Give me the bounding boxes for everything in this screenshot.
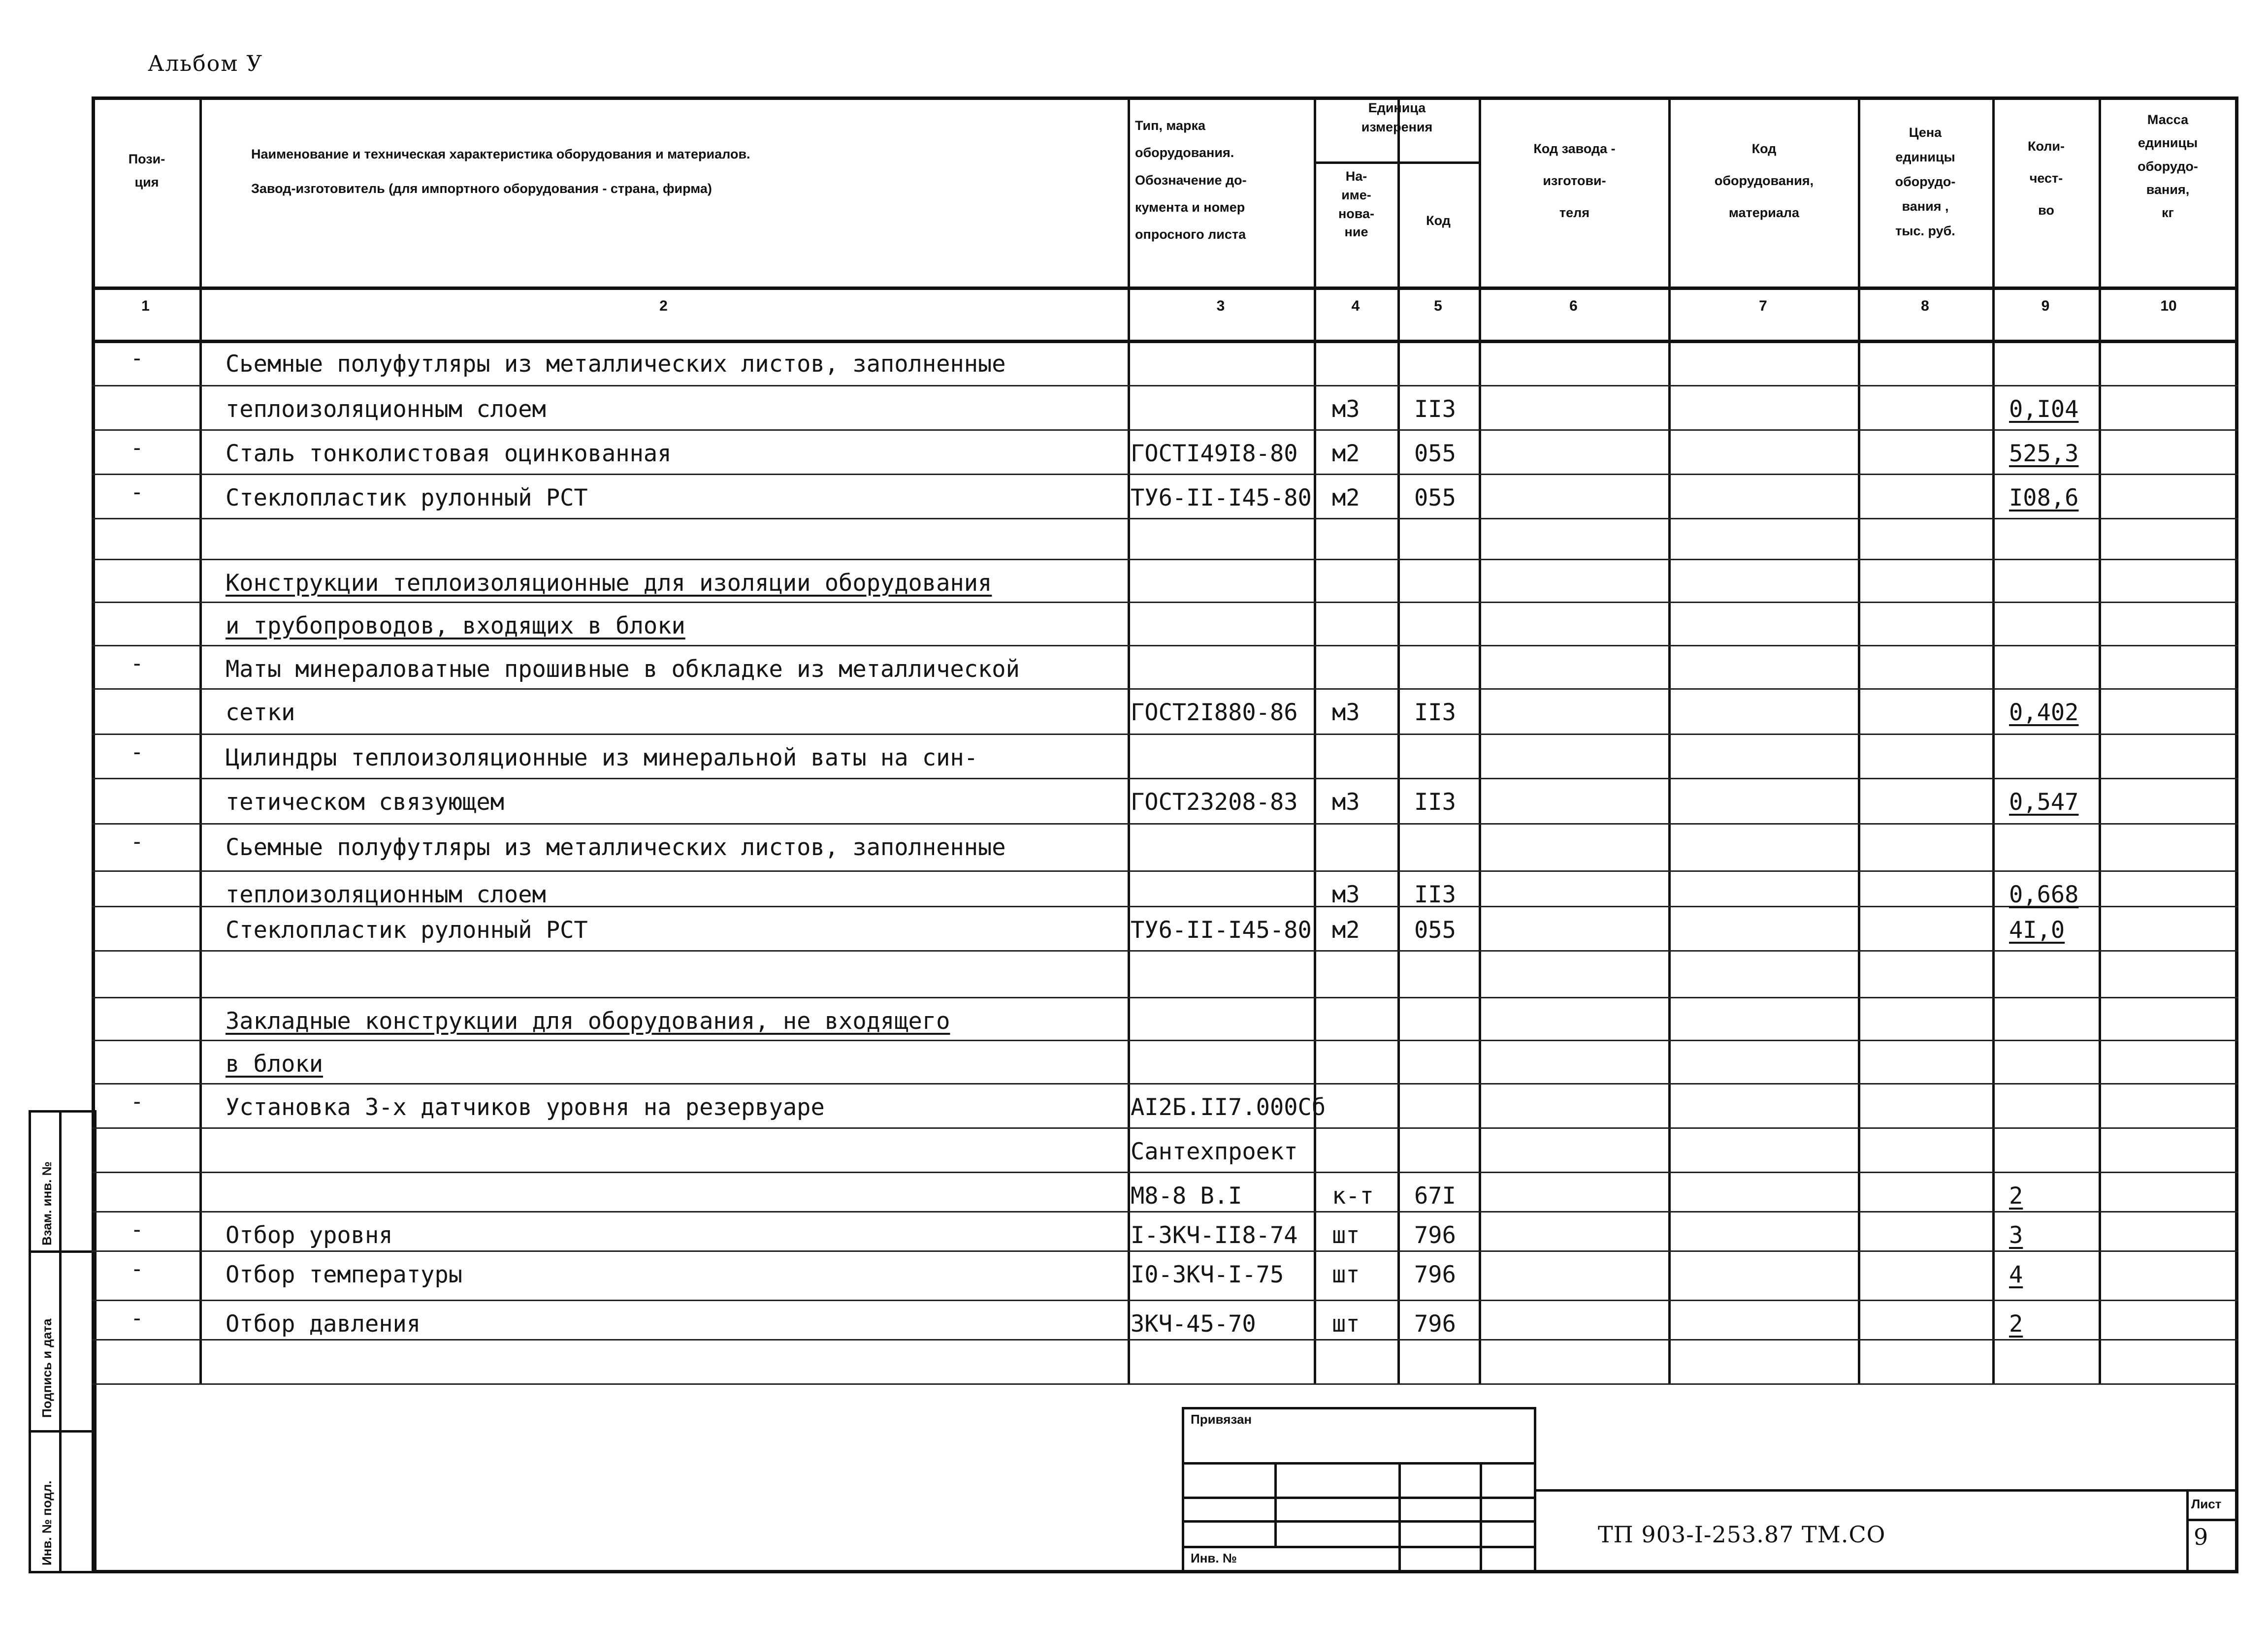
unit-code-cell: II3	[1414, 396, 1456, 423]
column-number: 10	[2160, 298, 2177, 314]
unit-code-cell: 055	[1414, 917, 1456, 944]
column-number: 9	[2041, 298, 2050, 314]
binding-stamp	[1182, 1407, 1536, 1573]
stamp-line	[1182, 1497, 1536, 1499]
name-cell: Закладные конструкции для оборудования, не входящего	[226, 1008, 950, 1035]
quantity-cell: I08,6	[2009, 484, 2079, 511]
name-cell: Сьемные полуфутляры из металлических листов, заполненные	[226, 834, 1006, 861]
header-factory-code: Код завода - изготови- теля	[1533, 141, 1616, 220]
unit-code-cell: 055	[1414, 484, 1456, 511]
stamp-divider	[1480, 1462, 1482, 1573]
type-cell: ГОСТI49I8-80	[1131, 440, 1298, 467]
position-cell: -	[130, 651, 144, 676]
type-cell: 3КЧ-45-70	[1131, 1310, 1256, 1338]
stamp-line	[1182, 1462, 1536, 1465]
type-cell: ГОСТ2I880-86	[1131, 699, 1298, 726]
unit-cell: шт	[1332, 1222, 1360, 1249]
name-cell: теплоизоляционным слоем	[226, 881, 546, 908]
name-cell: Установка 3-х датчиков уровня на резервуаре	[226, 1094, 825, 1121]
position-cell: -	[130, 739, 144, 765]
column-number: 2	[659, 298, 668, 314]
stamp-divider	[1274, 1462, 1277, 1546]
name-cell: Сьемные полуфутляры из металлических листов, заполненные	[226, 351, 1006, 378]
header-price: Цена единицы оборудо- вания , тыс. руб.	[1895, 125, 1956, 238]
header-name: Наименование и техническая характеристика оборудования и материалов. Завод-изготовитель (для импортного оборудования - страна, фирма)	[251, 147, 750, 196]
name-cell: Стеклопластик рулонный РСТ	[226, 917, 588, 944]
unit-cell: м3	[1332, 396, 1360, 423]
quantity-cell: 4I,0	[2009, 917, 2065, 944]
number-row-line	[92, 340, 2238, 343]
inv-podl-label: Инв. № подл.	[39, 1480, 54, 1565]
name-cell: Сталь тонколистовая оцинкованная	[226, 440, 672, 467]
name-cell: Отбор температуры	[226, 1261, 463, 1288]
quantity-cell: 0,I04	[2009, 396, 2079, 423]
type-cell: ТУ6-II-I45-80	[1131, 484, 1312, 511]
header-position: Пози- ция	[128, 152, 165, 190]
column-number: 4	[1351, 298, 1360, 314]
row-line	[92, 688, 2238, 690]
sheet-number: 9	[2194, 1524, 2209, 1550]
unit-cell: к-т	[1332, 1182, 1374, 1210]
sheet-divider	[2186, 1489, 2189, 1573]
row-line	[92, 823, 2238, 825]
row-line	[92, 645, 2238, 646]
name-cell: Стеклопластик рулонный РСТ	[226, 484, 588, 511]
row-line	[92, 1127, 2238, 1129]
vzam-inv-label: Взам. инв. №	[39, 1161, 54, 1245]
name-cell: тетическом связующем	[226, 789, 504, 816]
column-number: 8	[1921, 298, 1929, 314]
side-stamp-line	[29, 1430, 97, 1433]
unit-code-cell: 67I	[1414, 1182, 1456, 1210]
unit-cell: м3	[1332, 789, 1360, 816]
name-cell: сетки	[226, 699, 295, 726]
row-line	[92, 474, 2238, 475]
unit-code-cell: 796	[1414, 1261, 1456, 1288]
column-line	[1397, 162, 1400, 1383]
header-unit-code: Код	[1426, 213, 1451, 228]
header-unit-group: Единица измерения	[1361, 100, 1433, 135]
unit-header-line	[1314, 161, 1479, 164]
document-code: ТП 903-I-253.87 ТМ.СО	[1598, 1521, 1886, 1548]
row-line	[92, 997, 2238, 998]
row-line	[92, 559, 2238, 560]
title-block-line	[1536, 1489, 2238, 1492]
row-line	[92, 950, 2238, 952]
row-line	[92, 602, 2238, 603]
column-number: 3	[1216, 298, 1225, 314]
unit-code-cell: II3	[1414, 699, 1456, 726]
header-mass: Масса единицы оборудо- вания, кг	[2138, 112, 2198, 220]
header-unit-name: На- име- нова- ние	[1338, 169, 1375, 240]
quantity-cell: 3	[2009, 1222, 2023, 1249]
unit-cell: шт	[1332, 1261, 1360, 1288]
unit-code-cell: 796	[1414, 1310, 1456, 1338]
column-number: 7	[1759, 298, 1767, 314]
sheet-line	[2186, 1519, 2238, 1521]
row-line	[92, 1040, 2238, 1041]
type-cell: I-3КЧ-II8-74	[1131, 1222, 1298, 1249]
inv-number-label: Инв. №	[1191, 1551, 1237, 1565]
row-line	[92, 429, 2238, 431]
column-number: 5	[1434, 298, 1442, 314]
column-number: 6	[1569, 298, 1578, 314]
row-line	[92, 385, 2238, 386]
row-line	[92, 870, 2238, 872]
row-line	[92, 1383, 2238, 1385]
unit-code-cell: II3	[1414, 789, 1456, 816]
header-type: Тип, марка оборудования. Обозначение до- кумента и номер опросного листа	[1135, 118, 1247, 242]
position-cell: -	[130, 479, 144, 505]
unit-cell: м2	[1332, 917, 1360, 944]
unit-code-cell: 796	[1414, 1222, 1456, 1249]
side-stamp-line	[29, 1250, 97, 1253]
row-line	[92, 1172, 2238, 1173]
name-cell: Маты минераловатные прошивные в обкладке из металлической	[226, 656, 1020, 683]
quantity-cell: 0,402	[2009, 699, 2079, 726]
side-stamp-frame	[29, 1110, 97, 1573]
position-cell: -	[130, 1256, 144, 1281]
type-cell: AI2Б.II7.000Cб	[1131, 1094, 1326, 1121]
name-cell: Отбор уровня	[226, 1222, 393, 1249]
row-line	[92, 1300, 2238, 1301]
unit-cell: м3	[1332, 881, 1360, 908]
unit-code-cell: 055	[1414, 440, 1456, 467]
type-cell: М8-8 В.I	[1131, 1182, 1242, 1210]
position-cell: -	[130, 1217, 144, 1242]
row-line	[92, 518, 2238, 519]
privyazan-label: Привязан	[1191, 1412, 1252, 1427]
stamp-divider	[1398, 1462, 1401, 1573]
position-cell: -	[130, 346, 144, 371]
type-cell: I0-3КЧ-I-75	[1131, 1261, 1284, 1288]
row-line	[92, 778, 2238, 779]
quantity-cell: 2	[2009, 1310, 2023, 1338]
type-cell: ГОСТ23208-83	[1131, 789, 1298, 816]
unit-cell: шт	[1332, 1310, 1360, 1338]
name-cell: и трубопроводов, входящих в блоки	[226, 612, 685, 639]
side-stamp-divider	[59, 1110, 62, 1573]
quantity-cell: 0,547	[2009, 789, 2079, 816]
row-line	[92, 1211, 2238, 1213]
stamp-line	[1182, 1546, 1536, 1548]
podpis-data-label: Подпись и дата	[39, 1318, 54, 1418]
unit-cell: м2	[1332, 484, 1360, 511]
header-bottom-line	[92, 287, 2238, 290]
position-cell: -	[130, 1306, 144, 1331]
position-cell: -	[130, 435, 144, 460]
quantity-cell: 4	[2009, 1261, 2023, 1288]
name-cell: Конструкции теплоизоляционные для изоляции оборудования	[226, 570, 992, 597]
position-cell: -	[130, 1089, 144, 1114]
header-quantity: Коли- чест- во	[2027, 139, 2065, 218]
position-cell: -	[130, 829, 144, 854]
sheet-label: Лист	[2191, 1497, 2222, 1511]
header-equipment-code: Код оборудования, материала	[1714, 141, 1814, 220]
row-line	[92, 734, 2238, 735]
unit-cell: м3	[1332, 699, 1360, 726]
column-number: 1	[141, 298, 150, 314]
row-line	[92, 1250, 2238, 1252]
name-cell: теплоизоляционным слоем	[226, 396, 546, 423]
album-label: Альбом У	[148, 51, 263, 76]
name-cell: Отбор давления	[226, 1310, 421, 1338]
stamp-line	[1182, 1520, 1536, 1523]
quantity-cell: 2	[2009, 1182, 2023, 1210]
type-cell: ТУ6-II-I45-80	[1131, 917, 1312, 944]
name-cell: Цилиндры теплоизоляционные из минеральной ваты на син-	[226, 744, 978, 771]
row-line	[92, 1339, 2238, 1341]
row-line	[92, 1083, 2238, 1085]
unit-code-cell: II3	[1414, 881, 1456, 908]
quantity-cell: 0,668	[2009, 881, 2079, 908]
quantity-cell: 525,3	[2009, 440, 2079, 467]
unit-cell: м2	[1332, 440, 1360, 467]
name-cell: в блоки	[226, 1051, 324, 1078]
type-cell: Сантехпроект	[1131, 1138, 1298, 1165]
